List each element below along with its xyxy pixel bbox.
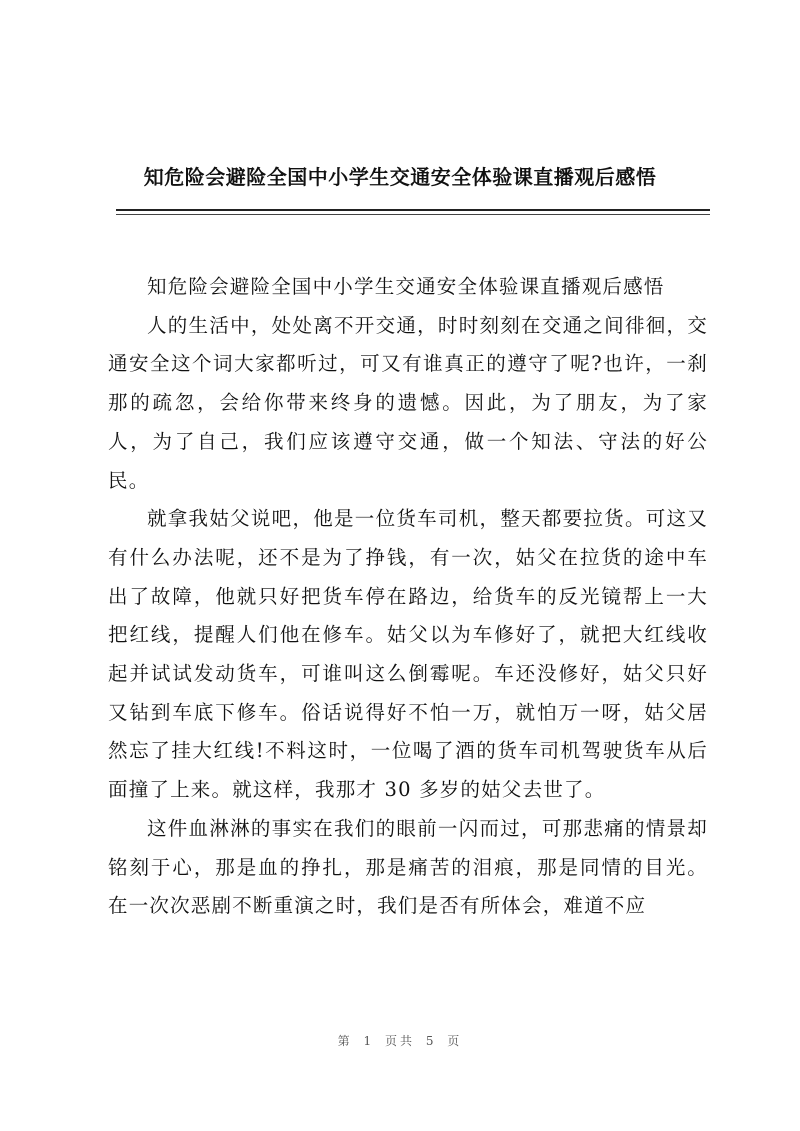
title-rule-thick: [116, 209, 710, 211]
page-title: 知危险会避险全国中小学生交通安全体验课直播观后感悟: [143, 165, 657, 189]
footer-suffix: 页: [447, 1034, 463, 1048]
document-body: [108, 268, 708, 926]
paragraph: 人的生活中，处处离不开交通，时时刻刻在交通之间徘徊，交通安全这个词大家都听过，可又有谁真正的遵守了呢?也许，一刹那的疏忽，会给你带来终身的遗憾。因此，为了朋友，为了家人，为了自己，我们应该遵守交通，做一个知法、守法的好公民。: [108, 313, 708, 492]
paragraph: 就拿我姑父说吧，他是一位货车司机，整天都要拉货。可这又有什么办法呢，还不是为了挣钱，有一次，姑父在拉货的途中车出了故障，他就只好把货车停在路边，给货车的反光镜帮上一大把红线，提醒人们他在修车。姑父以为车修好了，就把大红线收起并试试发动货车，可谁叫这么倒霉呢。车还没修好，姑父只好又钻到车底下修车。俗话说得好不怕一万，就怕万一呀，姑父居然忘了挂大红线!不料这时，一位喝了酒的货车司机驾驶货车从后面撞了上来。就这样，我那才 30 多岁的姑父去世了。: [108, 507, 708, 802]
footer-middle: 页共: [384, 1034, 415, 1048]
paragraph-heading: 知危险会避险全国中小学生交通安全体验课直播观后感悟: [147, 275, 665, 298]
paragraph: 这件血淋淋的事实在我们的眼前一闪而过，可那悲痛的情景却铭刻于心，那是血的挣扎，那是痛苦的泪痕，那是同情的目光。在一次次恶剧不断重演之时，我们是否有所体会，难道不应: [108, 816, 708, 918]
page-footer: [0, 1032, 800, 1049]
footer-page-number: 1: [363, 1034, 375, 1048]
footer-page-total: 5: [425, 1034, 437, 1048]
title-rule-thin: [116, 214, 710, 215]
footer-prefix: 第: [337, 1034, 353, 1048]
